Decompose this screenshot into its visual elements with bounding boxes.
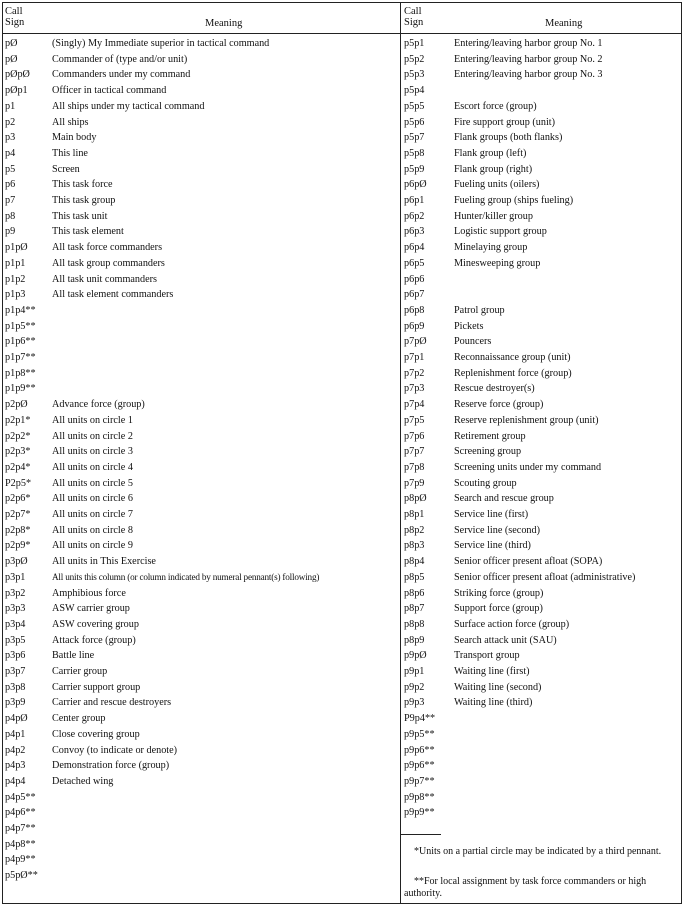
meaning-cell: Retirement group (454, 430, 526, 442)
call-sign-cell: p8pØ (404, 493, 427, 505)
call-sign-cell: p7p7 (404, 446, 425, 458)
meaning-cell: Waiting line (second) (454, 681, 542, 693)
meaning-cell: Entering/leaving harbor group No. 1 (454, 38, 603, 49)
meaning-cell: All units on circle 3 (52, 446, 133, 458)
call-sign-cell: p1p9** (5, 383, 36, 395)
call-sign-cell: p4p2 (5, 744, 26, 756)
call-sign-cell: p2p1* (5, 414, 31, 426)
call-sign-cell: p8p2 (404, 524, 425, 536)
meaning-cell: Close covering group (52, 728, 140, 740)
call-sign-cell: p7p9 (404, 477, 425, 489)
call-sign-cell: p9p9** (404, 807, 435, 819)
call-sign-cell: p7p3 (404, 383, 425, 395)
call-sign-cell: p6p9 (404, 320, 425, 332)
meaning-cell: Fueling units (oilers) (454, 179, 540, 191)
call-sign-cell: p1 (5, 100, 16, 112)
meaning-cell: Hunter/killer group (454, 210, 533, 222)
call-sign-cell: p5p4 (404, 85, 425, 97)
meaning-cell: Center group (52, 713, 106, 725)
call-sign-cell: p9p7** (404, 775, 435, 787)
footnote-partial-circle: *Units on a partial circle may be indicated by a third pennant. (414, 846, 662, 857)
call-sign-cell: p3p2 (5, 587, 26, 599)
call-sign-cell: p4p1 (5, 728, 26, 740)
call-sign-cell: p3 (5, 132, 16, 144)
call-sign-cell: p6p2 (404, 210, 425, 222)
call-sign-cell: p3pØ (5, 556, 28, 568)
meaning-cell: (Singly) My Immediate superior in tactical command (52, 38, 270, 49)
call-sign-cell: p4p7** (5, 823, 36, 834)
call-sign-cell: p8p4 (404, 556, 425, 568)
meaning-cell: This task unit (52, 210, 108, 222)
meaning-cell: Fire support group (unit) (454, 116, 556, 128)
meaning-cell: All ships (52, 116, 89, 128)
meaning-cell: Service line (third) (454, 540, 531, 552)
call-sign-cell: p3p9 (5, 697, 26, 709)
call-sign-cell: p6p8 (404, 304, 425, 316)
call-sign-cell: p4p8** (5, 838, 36, 850)
call-sign-cell: p3p1 (5, 571, 26, 583)
column-divider (400, 2, 401, 904)
meaning-cell: Flank group (right) (454, 163, 533, 175)
call-sign-cell: p7 (5, 195, 16, 206)
meaning-cell: Waiting line (first) (454, 666, 530, 677)
meaning-cell: Main body (52, 132, 97, 144)
call-sign-cell: p2p2* (5, 430, 31, 442)
meaning-cell: Attack force (group) (52, 634, 136, 646)
call-sign-cell: p2 (5, 116, 16, 128)
call-sign-cell: p2p4* (5, 461, 31, 473)
meaning-cell: Officer in tactical command (52, 85, 167, 97)
call-sign-cell: P9p4** (404, 713, 436, 725)
call-sign-cell: p4p6** (5, 807, 36, 819)
call-sign-cell: p5pØ** (5, 870, 38, 882)
call-sign-cell: p5p7 (404, 132, 425, 144)
call-sign-cell: p9p5** (404, 728, 435, 740)
call-sign-cell: p2p7* (5, 509, 31, 520)
call-sign-cell: p3p7 (5, 666, 26, 677)
call-sign-cell: p1p1 (5, 257, 26, 269)
meaning-cell: All units on circle 9 (52, 540, 133, 552)
call-sign-cell: pØp1 (5, 85, 28, 97)
meaning-cell: Patrol group (454, 304, 505, 316)
call-sign-cell: p2p6* (5, 493, 31, 505)
call-sign-cell: p4p5** (5, 791, 36, 803)
meaning-cell: Support force (group) (454, 603, 543, 615)
meaning-cell: Surface action force (group) (454, 618, 570, 630)
call-sign-cell: p1p8** (5, 367, 36, 379)
meaning-cell: Reserve force (group) (454, 399, 544, 411)
call-sign-cell: p3p8 (5, 681, 26, 693)
meaning-cell: Entering/leaving harbor group No. 3 (454, 69, 603, 81)
meaning-cell: Flank group (left) (454, 147, 527, 159)
call-sign-cell: p4 (5, 147, 16, 159)
meaning-cell: This task group (52, 195, 116, 206)
meaning-cell: Escort force (group) (454, 100, 537, 112)
call-sign-cell: p9 (5, 226, 16, 238)
call-sign-cell: p8p1 (404, 509, 425, 520)
meaning-cell: Reconnaissance group (unit) (454, 352, 571, 363)
meaning-cell: All units on circle 4 (52, 461, 133, 473)
meaning-cell: All units this column (or column indicated by numeral pennant(s) following) (52, 571, 320, 582)
left-meaning-header: Meaning (205, 18, 243, 29)
meaning-cell: All task group commanders (52, 257, 165, 269)
call-sign-cell: p7p2 (404, 367, 425, 379)
meaning-cell: Pickets (454, 320, 484, 332)
call-sign-cell: pØ (5, 38, 18, 49)
meaning-cell: All task force commanders (52, 242, 163, 254)
call-sign-cell: p1p5** (5, 320, 36, 332)
meaning-cell: Fueling group (ships fueling) (454, 195, 574, 206)
footnote-rule (401, 834, 441, 835)
call-sign-cell: p1p2 (5, 273, 26, 285)
call-sign-cell: p6p7 (404, 289, 425, 301)
call-sign-cell: p9p1 (404, 666, 425, 677)
meaning-cell: All task unit commanders (52, 273, 157, 285)
meaning-cell: Striking force (group) (454, 587, 544, 599)
call-sign-cell: p3p6 (5, 650, 26, 662)
meaning-cell: Screening units under my command (454, 461, 602, 473)
call-sign-cell: p2p3* (5, 446, 31, 458)
meaning-cell: All units on circle 5 (52, 477, 133, 489)
meaning-cell: Carrier and rescue destroyers (52, 697, 172, 709)
meaning-cell: ASW covering group (52, 618, 139, 630)
meaning-cell: All units on circle 6 (52, 493, 133, 505)
meaning-cell: Waiting line (third) (454, 697, 533, 709)
header-rule (2, 33, 682, 34)
call-sign-cell: p5p9 (404, 163, 425, 175)
call-sign-cell: p4p3 (5, 760, 26, 772)
call-sign-cell: p1p3 (5, 289, 26, 301)
meaning-cell: Demonstration force (group) (52, 760, 170, 772)
call-sign-cell: p6p4 (404, 242, 425, 254)
meaning-cell: This task force (52, 179, 113, 191)
meaning-cell: Rescue destroyer(s) (454, 383, 535, 395)
call-sign-cell: p6p5 (404, 257, 425, 269)
meaning-cell: Detached wing (52, 775, 114, 787)
call-sign-cell: p2pØ (5, 399, 28, 411)
call-sign-cell: p7p1 (404, 352, 425, 363)
meaning-cell: Transport group (454, 650, 520, 662)
call-sign-cell: p8p8 (404, 618, 425, 630)
call-sign-cell: p5p5 (404, 100, 425, 112)
right-meaning-header: Meaning (545, 18, 583, 29)
meaning-cell: Flank groups (both flanks) (454, 132, 563, 144)
call-sign-cell: p9p8** (404, 791, 435, 803)
call-sign-cell: p5p8 (404, 147, 425, 159)
meaning-cell: Search and rescue group (454, 493, 554, 505)
call-sign-cell: p7p6 (404, 430, 425, 442)
call-sign-cell: p1p4** (5, 304, 36, 316)
call-sign-cell: p9p6** (404, 760, 435, 772)
call-sign-cell: p8 (5, 210, 16, 222)
call-sign-cell: p6 (5, 179, 16, 191)
call-sign-cell: pØ (5, 53, 18, 65)
call-sign-cell: p6p6 (404, 273, 425, 285)
call-sign-cell: p5 (5, 163, 16, 175)
call-sign-cell: p3p4 (5, 618, 26, 630)
meaning-cell: All units in This Exercise (52, 556, 156, 568)
meaning-cell: Senior officer present afloat (SOPA) (454, 556, 603, 568)
call-sign-cell: p3p5 (5, 634, 26, 646)
meaning-cell: Reserve replenishment group (unit) (454, 414, 599, 426)
meaning-cell: Screen (52, 163, 80, 175)
call-sign-cell: p4p4 (5, 775, 26, 787)
meaning-cell: All units on circle 8 (52, 524, 133, 536)
meaning-cell: Commanders under my command (52, 69, 191, 81)
call-sign-cell: p1p7** (5, 352, 36, 363)
call-sign-cell: p8p5 (404, 571, 425, 583)
meaning-cell: Service line (first) (454, 509, 529, 520)
call-sign-cell: p7pØ (404, 336, 427, 348)
meaning-cell: Carrier support group (52, 681, 141, 693)
call-sign-cell: p5p2 (404, 53, 425, 65)
call-sign-cell: p9p3 (404, 697, 425, 709)
meaning-cell: Service line (second) (454, 524, 540, 536)
call-sign-cell: p5p1 (404, 38, 425, 49)
call-sign-cell: p2p9* (5, 540, 31, 552)
meaning-cell: Advance force (group) (52, 399, 145, 411)
meaning-cell: This task element (52, 226, 124, 238)
call-sign-cell: p9pØ (404, 650, 427, 662)
meaning-cell: Amphibious force (52, 587, 126, 599)
call-sign-cell: p7p4 (404, 399, 425, 411)
call-sign-cell: p9p6** (404, 744, 435, 756)
call-sign-cell: p6p3 (404, 226, 425, 238)
meaning-cell: Minelaying group (454, 242, 528, 254)
call-sign-cell: p8p9 (404, 634, 425, 646)
meaning-cell: Convoy (to indicate or denote) (52, 744, 178, 756)
meaning-cell: Search attack unit (SAU) (454, 634, 557, 646)
call-sign-cell: p9p2 (404, 681, 425, 693)
meaning-cell: Scouting group (454, 477, 517, 489)
call-sign-cell: P2p5* (5, 477, 32, 489)
meaning-cell: ASW carrier group (52, 603, 130, 615)
meaning-cell: Replenishment force (group) (454, 367, 572, 379)
call-sign-cell: p1pØ (5, 242, 28, 254)
call-sign-cell: p1p6** (5, 336, 36, 348)
call-sign-cell: p6pØ (404, 179, 427, 191)
call-sign-cell: pØpØ (5, 69, 30, 81)
meaning-cell: Carrier group (52, 666, 108, 677)
meaning-cell: Commander of (type and/or unit) (52, 53, 188, 65)
call-sign-cell: p6p1 (404, 195, 425, 206)
left-call-sign-header: Call Sign (5, 6, 25, 28)
meaning-cell: Entering/leaving harbor group No. 2 (454, 53, 603, 65)
meaning-cell: All units on circle 7 (52, 509, 133, 520)
right-call-sign-header: Call Sign (404, 6, 424, 28)
call-sign-cell: p4pØ (5, 713, 28, 725)
call-sign-cell: p2p8* (5, 524, 31, 536)
meaning-cell: Logistic support group (454, 226, 547, 238)
meaning-cell: All task element commanders (52, 289, 174, 301)
call-sign-cell: p3p3 (5, 603, 26, 615)
footnote-local-assignment: **For local assignment by task force commanders or high authority. (404, 876, 647, 899)
meaning-cell: Pouncers (454, 336, 492, 348)
meaning-cell: Screening group (454, 446, 522, 458)
call-sign-cell: p8p6 (404, 587, 425, 599)
call-sign-cell: p7p5 (404, 414, 425, 426)
call-sign-cell: p5p3 (404, 69, 425, 81)
call-sign-cell: p4p9** (5, 854, 36, 866)
meaning-cell: All units on circle 2 (52, 430, 133, 442)
meaning-cell: All units on circle 1 (52, 414, 133, 426)
call-sign-cell: p7p8 (404, 461, 425, 473)
meaning-cell: All ships under my tactical command (52, 100, 205, 112)
call-sign-cell: p8p7 (404, 603, 425, 615)
call-sign-cell: p5p6 (404, 116, 425, 128)
meaning-cell: Senior officer present afloat (administrative) (454, 571, 636, 583)
meaning-cell: Battle line (52, 650, 95, 662)
meaning-cell: Minesweeping group (454, 257, 541, 269)
meaning-cell: This line (52, 147, 88, 159)
call-sign-cell: p8p3 (404, 540, 425, 552)
